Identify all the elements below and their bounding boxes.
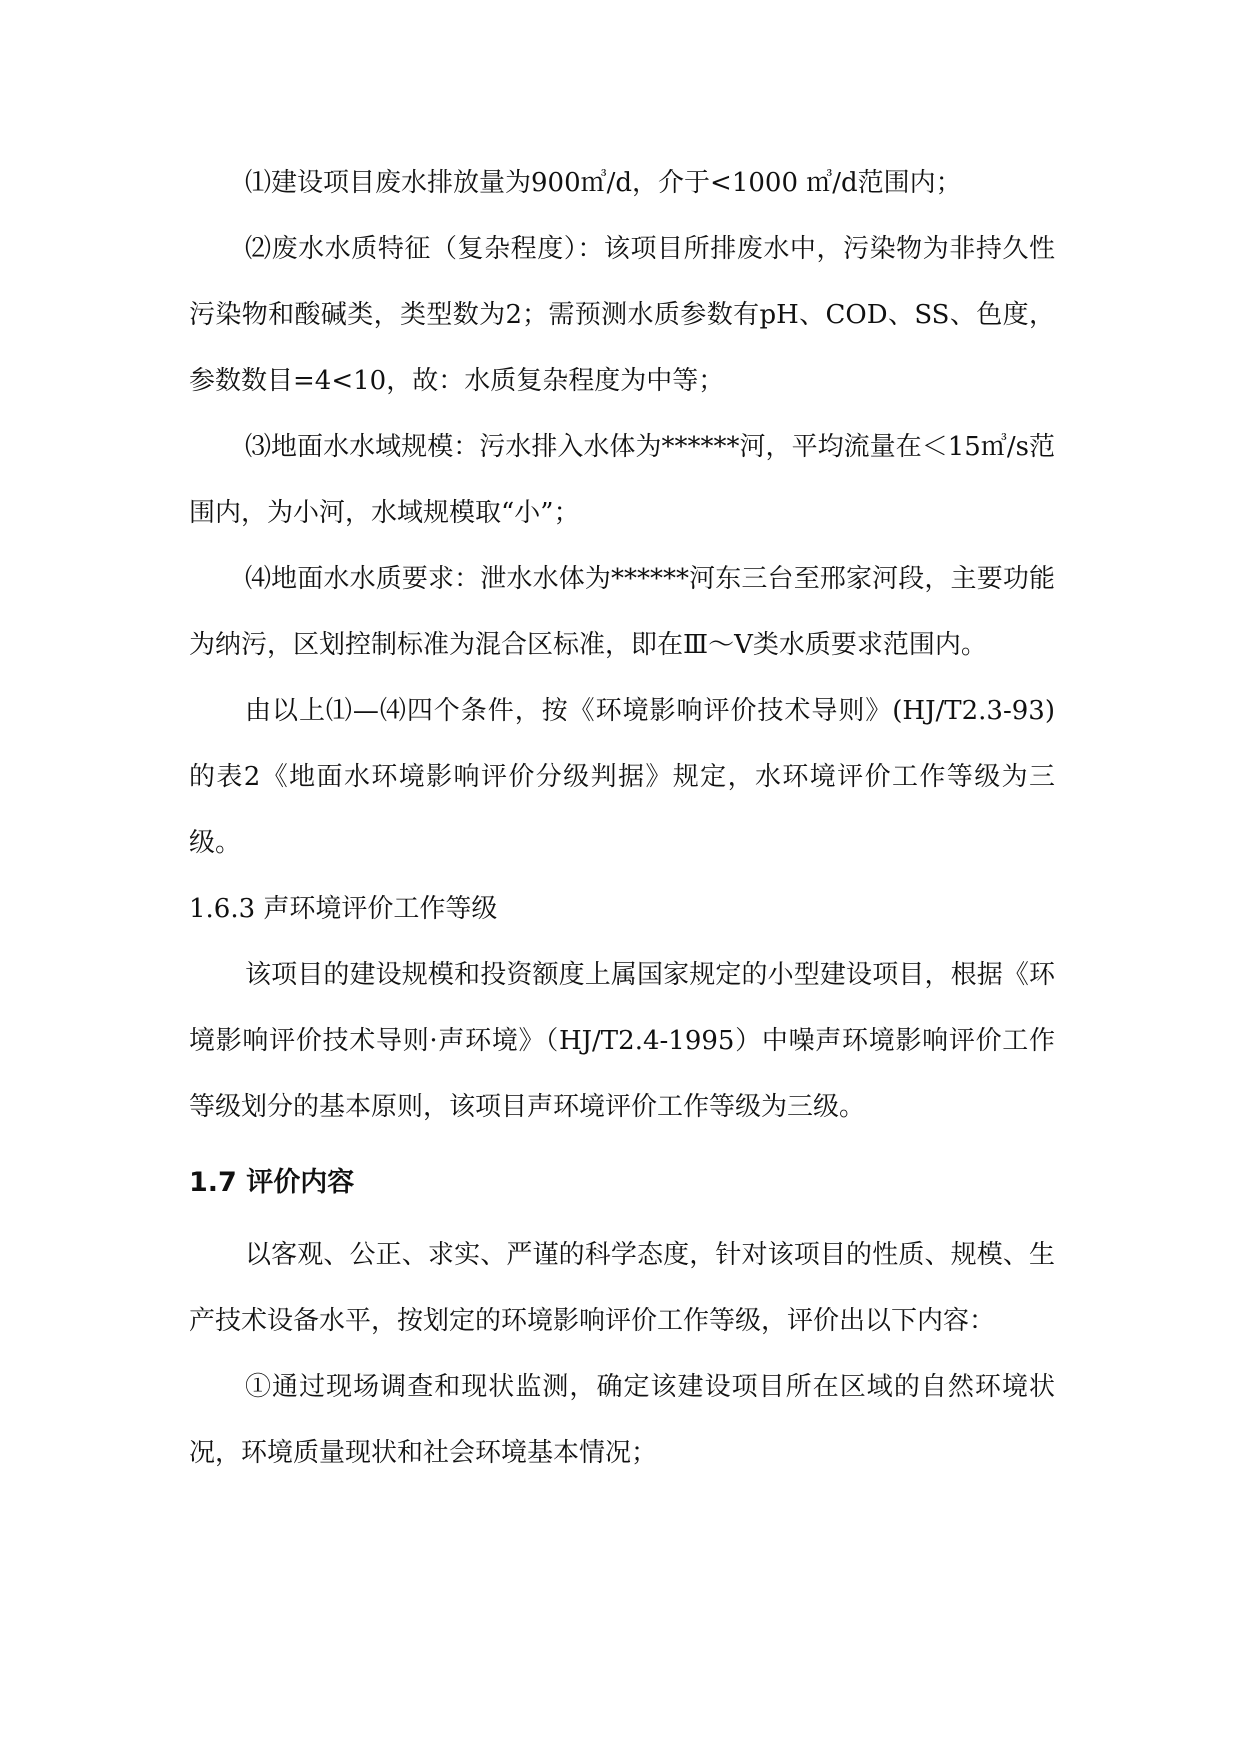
paragraph-noise-assessment: 该项目的建设规模和投资额度上属国家规定的小型建设项目，根据《环境影响评价技术导则·声环境》（HJ/T2.4-1995）中噪声环境影响评价工作等级划分的基本原则，该项目声环境评价工作等级为三级。 xyxy=(189,960,1055,1122)
paragraph-water-quality-complexity: ⑵废水水质特征（复杂程度）：该项目所排废水中，污染物为非持久性污染物和酸碱类，类型数为2；需预测水质参数有pH、COD、SS、色度，参数数目=4<10，故：水质复杂程度为中等； xyxy=(189,234,1055,396)
paragraph-assessment-item-1: ①通过现场调查和现状监测，确定该建设项目所在区域的自然环境状况，环境质量现状和社会环境基本情况； xyxy=(189,1372,1055,1468)
document-page xyxy=(189,150,1055,1486)
paragraph-wastewater-volume: ⑴建设项目废水排放量为900㎥/d，介于<1000 ㎥/d范围内； xyxy=(245,168,962,198)
paragraph-water-assessment-conclusion: 由以上⑴—⑷四个条件，按《环境影响评价技术导则》(HJ/T2.3-93)的表2《地面水环境影响评价分级判据》规定，水环境评价工作等级为三级。 xyxy=(189,696,1055,858)
paragraph-water-quality-requirement: ⑷地面水水质要求：泄水水体为******河东三台至邢家河段，主要功能为纳污，区划控制标准为混合区标准，即在Ⅲ～Ⅴ类水质要求范围内。 xyxy=(189,564,1055,660)
paragraph-assessment-content-intro: 以客观、公正、求实、严谨的科学态度，针对该项目的性质、规模、生产技术设备水平，按划定的环境影响评价工作等级，评价出以下内容： xyxy=(189,1240,1055,1336)
section-heading-1-6-3: 1.6.3 声环境评价工作等级 xyxy=(189,894,498,924)
paragraph-water-body-scale: ⑶地面水水域规模：污水排入水体为******河，平均流量在＜15㎥/s范围内，为小河，水域规模取“小”； xyxy=(189,432,1055,528)
section-heading-1-7: 1.7 评价内容 xyxy=(189,1167,355,1198)
